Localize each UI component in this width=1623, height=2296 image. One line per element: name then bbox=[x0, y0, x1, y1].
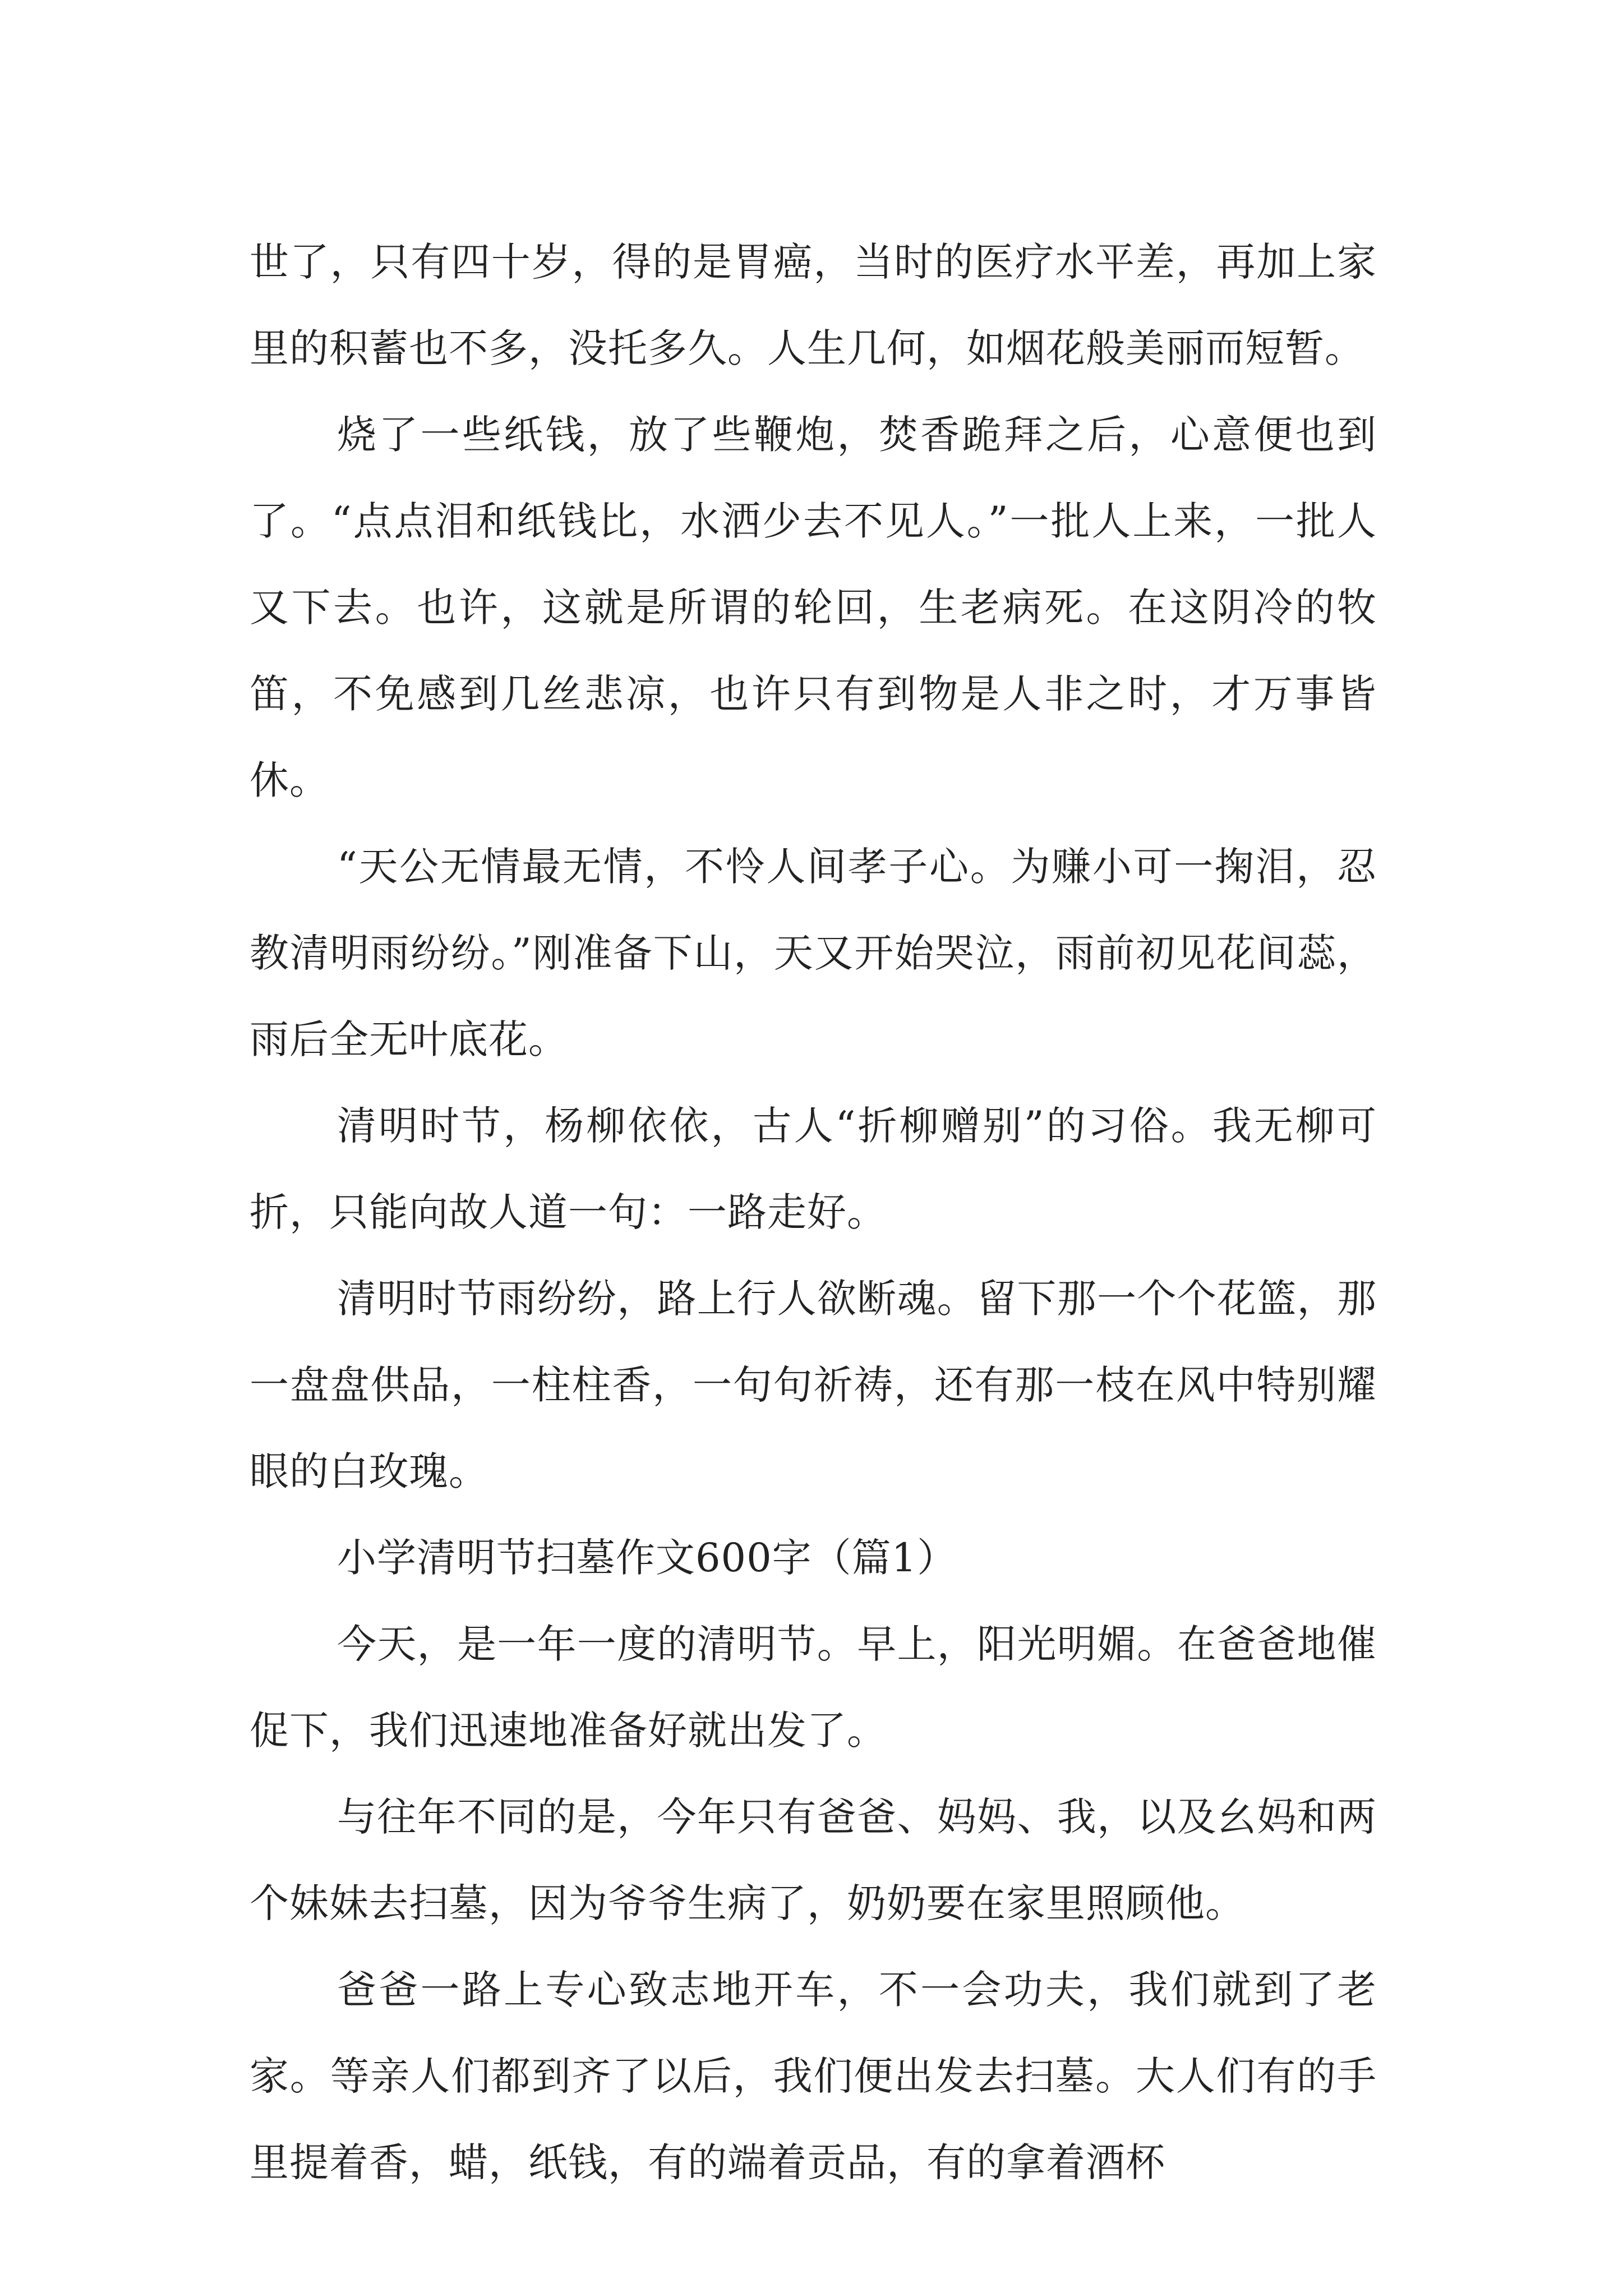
paragraph: 今天，是一年一度的清明节。早上，阳光明媚。在爸爸地催促下，我们迅速地准备好就出发了。 bbox=[250, 1621, 1377, 1754]
section-heading: 小学清明节扫墓作文600字（篇1） bbox=[337, 1535, 957, 1581]
paragraph-continuation: 世了，只有四十岁，得的是胃癌，当时的医疗水平差，再加上家里的积蓄也不多，没托多久。人生几何，如烟花般美丽而短暂。 bbox=[250, 239, 1377, 371]
paragraph: 清明时节，杨柳依依，古人“折柳赠别”的习俗。我无柳可折，只能向故人道一句：一路走好。 bbox=[250, 1103, 1377, 1235]
paragraph: 与往年不同的是，今年只有爸爸、妈妈、我，以及幺妈和两个妹妹去扫墓，因为爷爷生病了，奶奶要在家里照顾他。 bbox=[250, 1794, 1377, 1926]
paragraph: 清明时节雨纷纷，路上行人欲断魂。留下那一个个花篮，那一盘盘供品，一柱柱香，一句句祈祷，还有那一枝在风中特别耀眼的白玫瑰。 bbox=[250, 1276, 1377, 1494]
document-body bbox=[250, 219, 1377, 2206]
paragraph: 烧了一些纸钱，放了些鞭炮，焚香跪拜之后，心意便也到了。“点点泪和纸钱比，水洒少去不见人。”一批人上来，一批人又下去。也许，这就是所谓的轮回，生老病死。在这阴冷的牧笛，不免感到几丝悲凉，也许只有到物是人非之时，才万事皆休。 bbox=[250, 412, 1377, 803]
paragraph-poem: “天公无情最无情，不怜人间孝子心。为赚小可一掬泪，忍教清明雨纷纷。”刚准备下山，天又开始哭泣，雨前初见花间蕊，雨后全无叶底花。 bbox=[250, 844, 1377, 1062]
paragraph: 爸爸一路上专心致志地开车，不一会功夫，我们就到了老家。等亲人们都到齐了以后，我们便出发去扫墓。大人们有的手里提着香，蜡，纸钱，有的端着贡品，有的拿着酒杯 bbox=[250, 1967, 1377, 2185]
